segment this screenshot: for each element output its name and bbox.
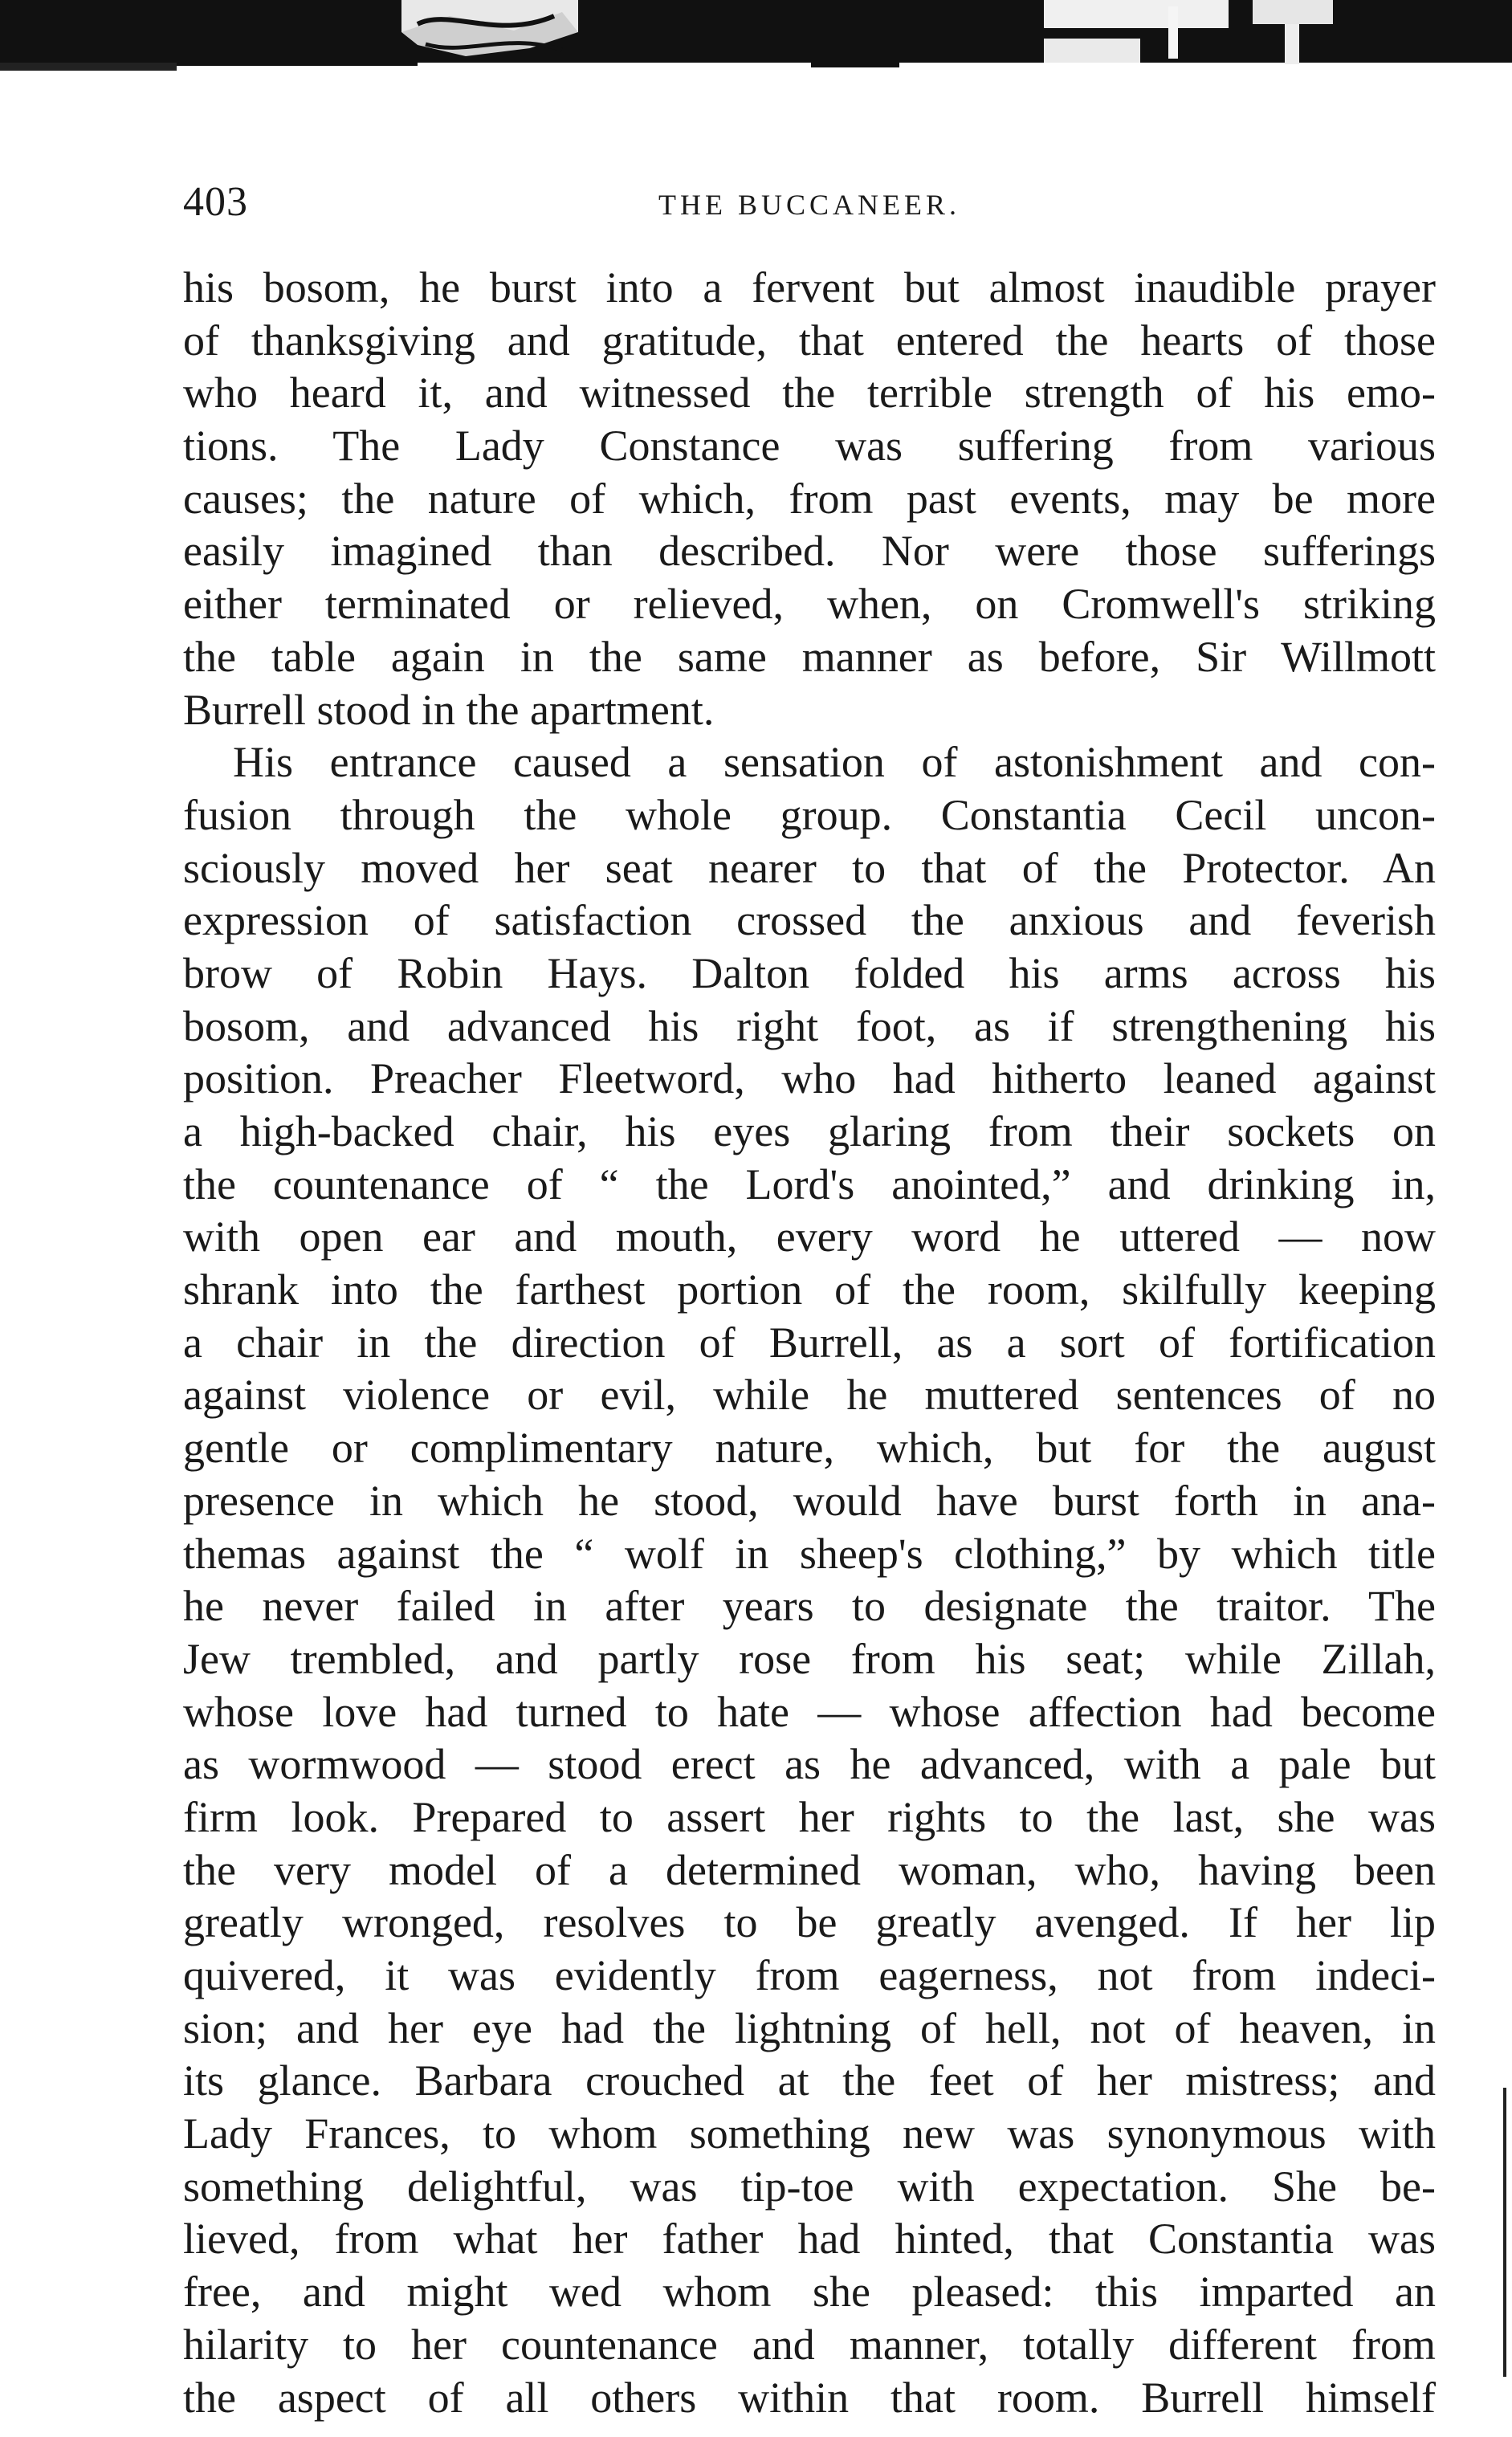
text-line: themas against the “ wolf in sheep's clothing,” by which title [183, 1529, 1436, 1578]
text-line: the very model of a determined woman, who, having been [183, 1845, 1436, 1894]
text-line: shrank into the farthest portion of the room, skilfully keeping [183, 1265, 1436, 1314]
text-line: who heard it, and witnessed the terrible strength of his emo- [183, 369, 1436, 418]
text-line: Lady Frances, to whom something new was synonymous with [183, 2109, 1436, 2158]
body-text [183, 262, 1436, 2424]
text-line: hilarity to her countenance and manner, totally different from [183, 2320, 1436, 2369]
text-line: something delightful, was tip-toe with expectation. She be- [183, 2162, 1436, 2211]
text-line: free, and might wed whom she pleased: this imparted an [183, 2268, 1436, 2317]
text-line: with open ear and mouth, every word he uttered — now [183, 1212, 1436, 1261]
text-line: its glance. Barbara crouched at the feet of her mistress; and [183, 2056, 1436, 2105]
text-line: the table again in the same manner as before, Sir Willmott [183, 632, 1436, 681]
text-line: his bosom, he burst into a fervent but almost inaudible prayer [183, 263, 1436, 312]
text-line: greatly wronged, resolves to be greatly avenged. If her lip [183, 1898, 1436, 1947]
text-line: brow of Robin Hays. Dalton folded his arms across his [183, 948, 1436, 997]
page-header [183, 178, 1436, 234]
text-line: Burrell stood in the apartment. [183, 685, 715, 734]
text-line: presence in which he stood, would have burst forth in ana- [183, 1476, 1436, 1525]
text-line: expression of satisfaction crossed the anxious and feverish [183, 896, 1436, 945]
text-line: lieved, from what her father had hinted, that Constantia was [183, 2215, 1436, 2264]
text-line: quivered, it was evidently from eagerness, not from indeci- [183, 1951, 1436, 1999]
scan-top-margin-artifact [0, 0, 1512, 88]
text-line: whose love had turned to hate — whose affection had become [183, 1687, 1436, 1736]
text-line: a chair in the direction of Burrell, as a sort of fortification [183, 1318, 1436, 1367]
text-line: causes; the nature of which, from past events, may be more [183, 474, 1436, 523]
text-line: against violence or evil, while he muttered sentences of no [183, 1371, 1436, 1420]
text-line: fusion through the whole group. Constantia Cecil uncon- [183, 790, 1436, 839]
text-line: gentle or complimentary nature, which, but for the august [183, 1424, 1436, 1473]
text-line: either terminated or relieved, when, on Cromwell's striking [183, 580, 1436, 629]
page-number: 403 [183, 179, 248, 225]
text-line: bosom, and advanced his right foot, as if strengthening his [183, 1001, 1436, 1050]
text-line: His entrance caused a sensation of astonishment and con- [233, 738, 1436, 787]
text-line: tions. The Lady Constance was suffering from various [183, 422, 1436, 471]
scan-artifact-graphic [0, 0, 1512, 88]
text-line: sciously moved her seat nearer to that of the Protector. An [183, 843, 1436, 892]
running-title: THE BUCCANEER. [658, 189, 960, 221]
scan-edge-mark [1503, 2088, 1506, 2377]
text-line: the aspect of all others within that room. Burrell himself [183, 2373, 1436, 2422]
text-line: easily imagined than described. Nor were those sufferings [183, 527, 1436, 576]
text-line: Jew trembled, and partly rose from his seat; while Zillah, [183, 1634, 1436, 1683]
text-line: a high-backed chair, his eyes glaring from their sockets on [183, 1107, 1436, 1155]
text-line: as wormwood — stood erect as he advanced, with a pale but [183, 1740, 1436, 1789]
text-line: the countenance of “ the Lord's anointed,” and drinking in, [183, 1159, 1436, 1208]
text-line: firm look. Prepared to assert her rights to the last, she was [183, 1792, 1436, 1841]
text-line: position. Preacher Fleetword, who had hitherto leaned against [183, 1054, 1436, 1103]
text-line: he never failed in after years to designate the traitor. The [183, 1582, 1436, 1631]
text-line: of thanksgiving and gratitude, that entered the hearts of those [183, 316, 1436, 365]
text-line: sion; and her eye had the lightning of hell, not of heaven, in [183, 2003, 1436, 2052]
